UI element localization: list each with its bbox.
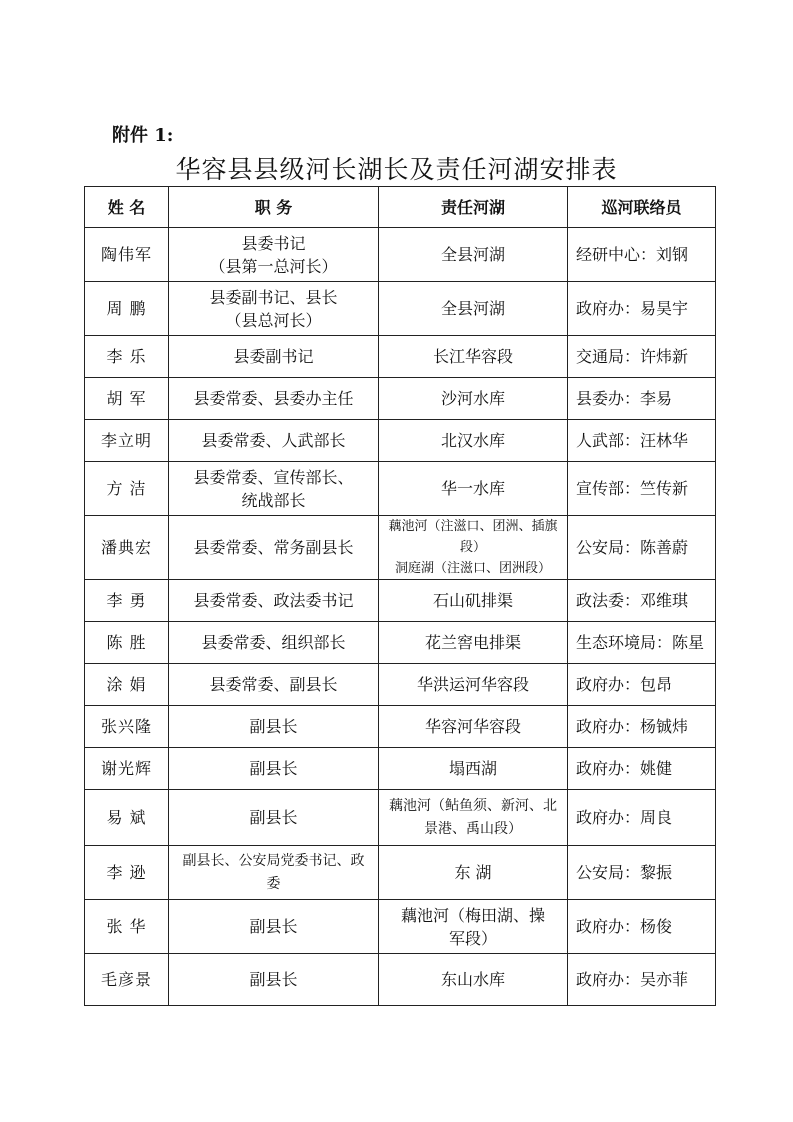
- river-line: 藕池河（鲇鱼须、新河、北: [389, 797, 557, 814]
- table-row: [85, 580, 716, 622]
- cell-duty: [169, 282, 379, 336]
- cell-river: [379, 706, 568, 748]
- duty-line: 统战部长: [241, 490, 306, 510]
- river-line: 华一水库: [440, 479, 505, 498]
- cell-name: 李 乐: [85, 336, 169, 378]
- cell-duty: [169, 846, 379, 900]
- cell-name: 毛彦景: [85, 954, 169, 1006]
- cell-contact: 政法委：邓维琪: [568, 580, 716, 622]
- river-line: 东山水库: [440, 970, 505, 989]
- cell-river: [379, 336, 568, 378]
- header-contact: 巡河联络员: [568, 187, 716, 228]
- table-header-row: [85, 187, 716, 228]
- duty-line: 县委常委、宣传部长、: [193, 467, 354, 487]
- cell-contact: 政府办：姚健: [568, 748, 716, 790]
- duty-line: 县委常委、常务副县长: [193, 538, 354, 557]
- cell-duty: [169, 516, 379, 580]
- river-line: 洞庭湖（注滋口、团洲段）: [394, 561, 551, 576]
- cell-duty: [169, 790, 379, 846]
- cell-duty: [169, 900, 379, 954]
- cell-duty: [169, 336, 379, 378]
- cell-name: 周 鹏: [85, 282, 169, 336]
- cell-name: 李 逊: [85, 846, 169, 900]
- river-line: 塌西湖: [448, 759, 497, 778]
- duty-line: 县委常委、县委办主任: [193, 389, 354, 408]
- table-row: [85, 846, 716, 900]
- cell-river: [379, 748, 568, 790]
- cell-name: 张 华: [85, 900, 169, 954]
- river-line: 东 湖: [454, 863, 492, 882]
- cell-name: 李 勇: [85, 580, 169, 622]
- duty-line: 县委副书记: [233, 347, 314, 366]
- cell-duty: [169, 580, 379, 622]
- duty-line: 县委常委、组织部长: [201, 633, 346, 652]
- duty-line: 副县长: [249, 917, 298, 936]
- cell-contact: 县委办：李易: [568, 378, 716, 420]
- table-row: [85, 336, 716, 378]
- river-chief-table: [84, 186, 716, 1006]
- river-line: 军段）: [448, 928, 497, 948]
- table-row: [85, 706, 716, 748]
- cell-river: [379, 516, 568, 580]
- cell-contact: 政府办：包昂: [568, 664, 716, 706]
- cell-name: 易 斌: [85, 790, 169, 846]
- cell-contact: 公安局：陈善蔚: [568, 516, 716, 580]
- river-line: 长江华容段: [432, 347, 513, 366]
- river-line: 花兰窖电排渠: [424, 633, 521, 652]
- cell-river: [379, 580, 568, 622]
- duty-line: 县委常委、人武部长: [201, 431, 346, 450]
- cell-contact: 公安局：黎振: [568, 846, 716, 900]
- cell-contact: 政府办：杨铖炜: [568, 706, 716, 748]
- river-line: 全县河湖: [440, 245, 505, 264]
- cell-river: [379, 462, 568, 516]
- river-line: 沙河水库: [440, 389, 505, 408]
- table-row: [85, 900, 716, 954]
- duty-line: （县第一总河长）: [209, 256, 338, 276]
- cell-duty: [169, 462, 379, 516]
- page-title: 华容县县级河长湖长及责任河湖安排表: [175, 155, 618, 184]
- table-row: [85, 954, 716, 1006]
- cell-name: 张兴隆: [85, 706, 169, 748]
- table-row: [85, 748, 716, 790]
- duty-line: 副县长: [249, 808, 298, 827]
- cell-duty: [169, 706, 379, 748]
- cell-name: 谢光辉: [85, 748, 169, 790]
- river-line: 景港、禹山段）: [424, 820, 522, 837]
- cell-river: [379, 846, 568, 900]
- river-line: 华洪运河华容段: [416, 675, 529, 694]
- cell-duty: [169, 954, 379, 1006]
- cell-name: 潘典宏: [85, 516, 169, 580]
- table-row: [85, 228, 716, 282]
- cell-duty: [169, 378, 379, 420]
- cell-river: [379, 900, 568, 954]
- cell-contact: 生态环境局：陈星: [568, 622, 716, 664]
- duty-line: 副县长: [249, 970, 298, 989]
- table-row: [85, 462, 716, 516]
- duty-line: （县总河长）: [225, 310, 322, 330]
- duty-line: 县委常委、副县长: [209, 675, 338, 694]
- cell-contact: 经研中心：刘钢: [568, 228, 716, 282]
- cell-river: [379, 790, 568, 846]
- cell-river: [379, 420, 568, 462]
- cell-duty: [169, 664, 379, 706]
- river-line: 北汉水库: [440, 431, 505, 450]
- cell-river: [379, 378, 568, 420]
- table-row: [85, 790, 716, 846]
- header-river: 责任河湖: [379, 187, 568, 228]
- duty-line: 副县长: [249, 717, 298, 736]
- river-line: 藕池河（梅田湖、操: [400, 905, 545, 925]
- duty-line: 县委常委、政法委书记: [193, 591, 354, 610]
- cell-duty: [169, 228, 379, 282]
- duty-line: 委: [266, 875, 281, 892]
- table-row: [85, 420, 716, 462]
- header-duty: 职 务: [169, 187, 379, 228]
- cell-river: [379, 282, 568, 336]
- cell-contact: 宣传部：竺传新: [568, 462, 716, 516]
- duty-line: 副县长: [249, 759, 298, 778]
- river-line: 藕池河（注滋口、团洲、插旗段）: [388, 519, 558, 555]
- cell-name: 胡 军: [85, 378, 169, 420]
- header-name: 姓 名: [85, 187, 169, 228]
- river-line: 华容河华容段: [424, 717, 521, 736]
- cell-contact: 政府办：易昊宇: [568, 282, 716, 336]
- duty-line: 县委副书记、县长: [209, 287, 338, 307]
- river-line: 全县河湖: [440, 299, 505, 318]
- table-row: [85, 516, 716, 580]
- cell-name: 陶伟军: [85, 228, 169, 282]
- cell-duty: [169, 748, 379, 790]
- cell-river: [379, 622, 568, 664]
- cell-river: [379, 228, 568, 282]
- cell-contact: 交通局：许炜新: [568, 336, 716, 378]
- table-row: [85, 378, 716, 420]
- cell-name: 李立明: [85, 420, 169, 462]
- cell-duty: [169, 622, 379, 664]
- cell-contact: 政府办：吴亦菲: [568, 954, 716, 1006]
- cell-river: [379, 664, 568, 706]
- cell-contact: 政府办：杨俊: [568, 900, 716, 954]
- river-line: 石山矶排渠: [432, 591, 513, 610]
- duty-line: 副县长、公安局党委书记、政: [182, 852, 365, 869]
- table-row: [85, 622, 716, 664]
- cell-contact: 人武部：汪林华: [568, 420, 716, 462]
- cell-name: 方 洁: [85, 462, 169, 516]
- table-row: [85, 282, 716, 336]
- duty-line: 县委书记: [241, 233, 306, 253]
- cell-contact: 政府办：周良: [568, 790, 716, 846]
- cell-river: [379, 954, 568, 1006]
- cell-duty: [169, 420, 379, 462]
- cell-name: 陈 胜: [85, 622, 169, 664]
- table-row: [85, 664, 716, 706]
- cell-name: 涂 娟: [85, 664, 169, 706]
- annex-label: 附件 1:: [112, 125, 174, 146]
